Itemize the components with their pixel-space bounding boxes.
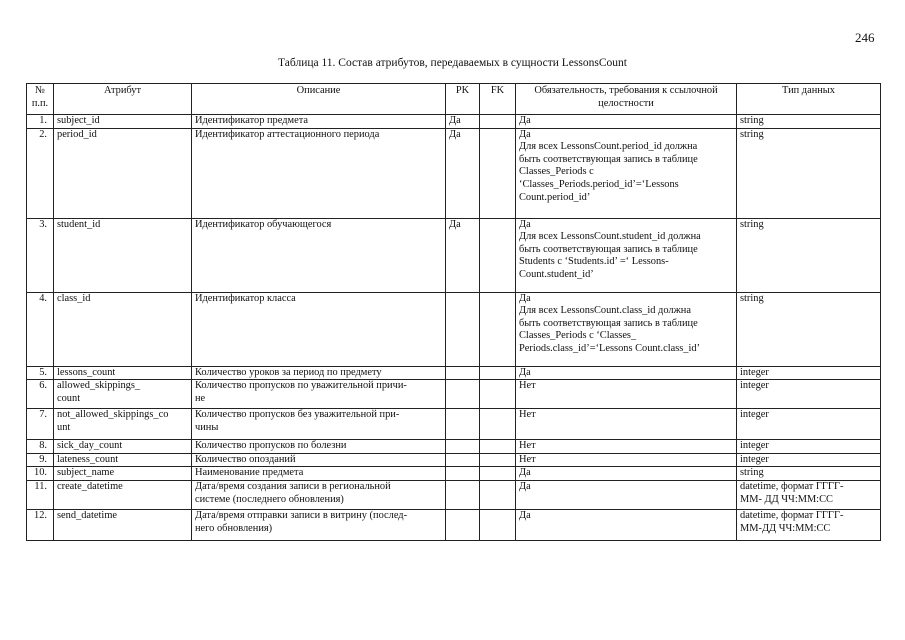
cell-requirements [516, 467, 737, 481]
cell-attribute-line: subject_id [57, 115, 100, 126]
cell-data-type [737, 440, 881, 454]
cell-data-type [737, 480, 881, 509]
cell-description [192, 366, 446, 380]
cell-description-line: Наименование предмета [195, 467, 304, 479]
table-row [27, 366, 881, 380]
cell-attribute-line: student_id [57, 218, 101, 230]
cell-description-line: Идентификатор класса [195, 292, 296, 304]
cell-requirements-line: Да [519, 480, 531, 492]
cell-pk [446, 467, 480, 481]
cell-num: 11. [27, 480, 54, 509]
cell-fk [480, 380, 516, 409]
cell-requirements-line: Count.student_id’ [519, 268, 594, 280]
cell-data-type-line: datetime, формат ГГГГ- [740, 480, 844, 492]
cell-num: 6. [27, 380, 54, 409]
cell-description [192, 453, 446, 467]
header-pk: PK [446, 84, 480, 115]
cell-pk [446, 453, 480, 467]
cell-requirements-line: Да [519, 292, 531, 304]
cell-attribute-line: subject_name [57, 467, 115, 479]
cell-requirements [516, 218, 737, 292]
cell-data-type-line: integer [740, 409, 769, 421]
cell-num: 10. [27, 467, 54, 481]
cell-data-type [737, 218, 881, 292]
cell-requirements [516, 409, 737, 440]
cell-description [192, 440, 446, 454]
table-row [27, 409, 881, 440]
cell-fk [480, 218, 516, 292]
cell-requirements [516, 380, 737, 409]
cell-num: 3. [27, 218, 54, 292]
cell-attribute-line: period_id [57, 128, 97, 140]
cell-fk [480, 115, 516, 129]
cell-description-line: Идентификатор предмета [195, 115, 308, 126]
cell-requirements-line: Да [519, 218, 531, 230]
cell-data-type-line: datetime, формат ГГГГ- [740, 509, 844, 521]
table-row [27, 292, 881, 366]
header-fk: FK [480, 84, 516, 115]
cell-attribute-line: lessons_count [57, 366, 116, 378]
table-row [27, 440, 881, 454]
header-description: Описание [192, 84, 446, 115]
cell-data-type-line: string [740, 115, 764, 126]
header-attribute: Атрибут [54, 84, 192, 115]
cell-fk [480, 366, 516, 380]
cell-pk [446, 292, 480, 366]
cell-requirements-line: Для всех LessonsCount.class_id должна [519, 305, 691, 317]
cell-num: 5. [27, 366, 54, 380]
cell-requirements [516, 292, 737, 366]
cell-description-line: чины [195, 421, 219, 433]
cell-requirements-line: Для всех LessonsCount.period_id должна [519, 141, 698, 153]
cell-attribute-line: count [57, 392, 81, 404]
cell-requirements-line: Для всех LessonsCount.student_id должна [519, 231, 701, 243]
cell-pk [446, 440, 480, 454]
cell-num: 9. [27, 453, 54, 467]
cell-attribute [54, 467, 192, 481]
cell-attribute [54, 380, 192, 409]
cell-data-type-line: integer [740, 366, 769, 378]
header-requirements-line1: Обязательность, требования к [534, 85, 668, 96]
cell-description-line: Идентификатор аттестационного периода [195, 128, 380, 140]
cell-pk [446, 409, 480, 440]
header-requirements [516, 84, 737, 115]
cell-requirements-line: Да [519, 366, 531, 378]
cell-requirements-line: быть соответствующая запись в таблице [519, 153, 698, 165]
cell-requirements-line: ‘Classes_Periods.period_id’=‘Lessons [519, 178, 679, 190]
cell-attribute [54, 409, 192, 440]
header-data-type: Тип данных [737, 84, 881, 115]
cell-fk [480, 467, 516, 481]
cell-data-type [737, 292, 881, 366]
cell-requirements-line: Да [519, 509, 531, 521]
cell-pk [446, 509, 480, 540]
cell-data-type [737, 467, 881, 481]
cell-data-type-line: integer [740, 453, 769, 465]
table-row [27, 467, 881, 481]
cell-pk [446, 366, 480, 380]
cell-num: 7. [27, 409, 54, 440]
cell-requirements-line: Classes_Periods с [519, 166, 594, 178]
cell-data-type-line: string [740, 128, 764, 140]
table-body [27, 115, 881, 541]
cell-attribute [54, 509, 192, 540]
cell-description [192, 480, 446, 509]
cell-fk [480, 480, 516, 509]
cell-attribute [54, 115, 192, 129]
cell-requirements-line: Нет [519, 440, 536, 452]
cell-requirements-line: быть соответствующая запись в таблице [519, 317, 698, 329]
cell-data-type-line: string [740, 218, 764, 230]
cell-data-type [737, 453, 881, 467]
cell-requirements-line: Нет [519, 453, 536, 465]
cell-description [192, 509, 446, 540]
cell-requirements [516, 128, 737, 218]
cell-requirements [516, 480, 737, 509]
cell-attribute-line: lateness_count [57, 453, 119, 465]
cell-data-type-line: integer [740, 380, 769, 392]
cell-fk [480, 509, 516, 540]
cell-attribute [54, 128, 192, 218]
cell-fk [480, 453, 516, 467]
cell-description [192, 467, 446, 481]
cell-requirements-line: Да [519, 467, 531, 479]
cell-requirements-line: Нет [519, 380, 536, 392]
cell-requirements-line: Нет [519, 409, 536, 421]
cell-requirements-line: Classes_Periods с ‘Classes_ [519, 330, 637, 342]
cell-requirements [516, 453, 737, 467]
cell-data-type-line: ММ-ДД ЧЧ:ММ:СС [740, 522, 831, 534]
cell-attribute-line: not_allowed_skippings_co [57, 409, 169, 421]
cell-fk [480, 409, 516, 440]
cell-description [192, 380, 446, 409]
cell-data-type [737, 366, 881, 380]
cell-description-line: Дата/время отправки записи в витрину (послед- [195, 509, 408, 521]
cell-requirements [516, 115, 737, 129]
cell-attribute-line: allowed_skippings_ [57, 380, 141, 392]
cell-data-type [737, 409, 881, 440]
cell-description [192, 128, 446, 218]
cell-fk [480, 440, 516, 454]
cell-data-type-line: integer [740, 440, 769, 452]
cell-pk: Да [446, 115, 480, 129]
cell-data-type [737, 128, 881, 218]
attributes-table [26, 83, 881, 541]
cell-description-line: Количество уроков за период по предмету [195, 366, 382, 378]
table-row [27, 509, 881, 540]
cell-description-line: Количество опозданий [195, 453, 296, 465]
cell-description [192, 115, 446, 129]
cell-attribute [54, 480, 192, 509]
cell-fk [480, 128, 516, 218]
page-number: 246 [855, 30, 875, 45]
cell-requirements-line: быть соответствующая запись в таблице [519, 243, 698, 255]
cell-attribute [54, 292, 192, 366]
cell-description-line: него обновления) [195, 522, 273, 534]
header-num [27, 84, 54, 115]
cell-description-line: Количество пропусков по уважительной причи- [195, 380, 407, 392]
cell-attribute-line: create_datetime [57, 480, 123, 492]
cell-requirements-line: Periods.class_id’=‘Lessons Count.class_id’ [519, 342, 701, 354]
cell-description [192, 409, 446, 440]
cell-num: 8. [27, 440, 54, 454]
cell-description-line: системе (последнего обновления) [195, 493, 344, 505]
cell-description-line: Количество пропусков по болезни [195, 440, 347, 452]
cell-fk [480, 292, 516, 366]
cell-attribute [54, 366, 192, 380]
cell-attribute [54, 453, 192, 467]
cell-description-line: не [195, 392, 206, 404]
cell-attribute-line: class_id [57, 292, 91, 304]
cell-description [192, 218, 446, 292]
cell-attribute-line: unt [57, 421, 71, 433]
cell-requirements-line: Students с ‘Students.id’ =‘ Lessons- [519, 256, 669, 268]
table-row [27, 128, 881, 218]
cell-description-line: Идентификатор обучающегося [195, 218, 332, 230]
cell-attribute [54, 218, 192, 292]
cell-num: 12. [27, 509, 54, 540]
cell-description [192, 292, 446, 366]
cell-data-type-line: string [740, 292, 764, 304]
header-requirements-line2: ссылочной целостности [598, 85, 718, 109]
cell-data-type-line: ММ- ДД ЧЧ:ММ:СС [740, 493, 833, 505]
cell-pk: Да [446, 128, 480, 218]
cell-requirements [516, 440, 737, 454]
cell-pk [446, 480, 480, 509]
cell-data-type [737, 115, 881, 129]
table-row [27, 218, 881, 292]
cell-description-line: Дата/время создания записи в региональной [195, 480, 391, 492]
cell-data-type-line: string [740, 467, 764, 479]
table-row [27, 453, 881, 467]
cell-num: 1. [27, 115, 54, 129]
cell-pk: Да [446, 218, 480, 292]
cell-num: 2. [27, 128, 54, 218]
table-caption: Таблица 11. Состав атрибутов, передаваемых в сущности LessonsCount [278, 57, 627, 69]
cell-attribute-line: sick_day_count [57, 440, 123, 452]
cell-data-type [737, 509, 881, 540]
cell-requirements-line: Да [519, 128, 531, 140]
cell-data-type [737, 380, 881, 409]
cell-num: 4. [27, 292, 54, 366]
table-row [27, 480, 881, 509]
cell-requirements [516, 509, 737, 540]
cell-attribute [54, 440, 192, 454]
cell-description-line: Количество пропусков без уважительной при- [195, 409, 400, 421]
header-num-line1: № [35, 85, 45, 96]
cell-attribute-line: send_datetime [57, 509, 118, 521]
cell-requirements-line: Да [519, 115, 531, 126]
cell-requirements-line: Count.period_id’ [519, 191, 591, 203]
table-row [27, 380, 881, 409]
header-num-line2: п.п. [31, 97, 49, 109]
cell-pk [446, 380, 480, 409]
cell-requirements [516, 366, 737, 380]
table-row [27, 115, 881, 129]
header-row [27, 84, 881, 115]
